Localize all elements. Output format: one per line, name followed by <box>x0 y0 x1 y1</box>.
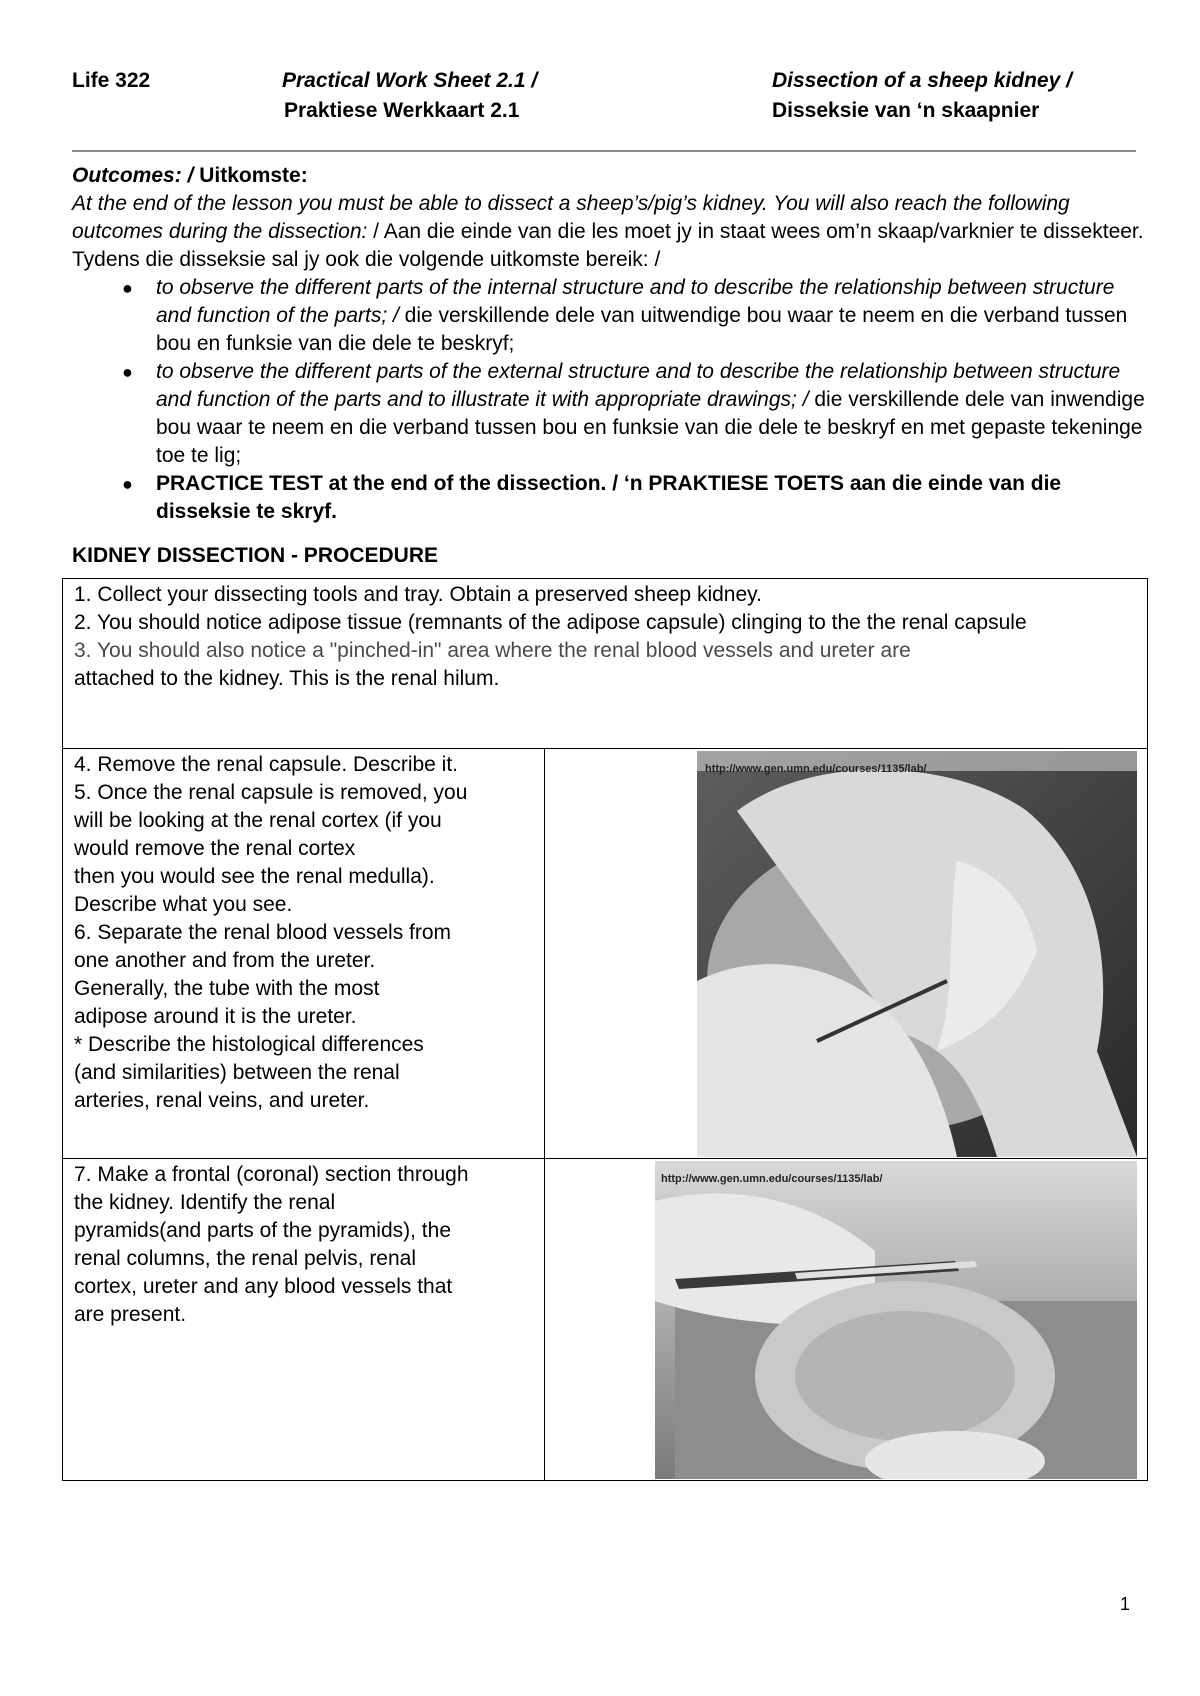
text-line: 4. Remove the renal capsule. Describe it. <box>74 753 459 776</box>
procedure-row-3 <box>63 1159 1148 1481</box>
procedure-row-1 <box>63 579 1148 749</box>
bullet-icon: ● <box>122 474 133 494</box>
photo-source-url: http://www.gen.umn.edu/courses/1135/lab/ <box>661 1173 883 1185</box>
outcome-bullet-2: ● to observe the different parts of the external structure and to describe the relationship between structure and function of the parts and to illustrate it with appropriate drawings; / die verskillende dele van inwendige bou waar te neem en die verband tussen bou en funksie van die dele te beskryf en met gepaste tekeninge toe te lig; <box>122 360 1145 467</box>
course-code: Life 322 <box>72 69 151 92</box>
text-line: one another and from the ureter. <box>74 949 376 972</box>
text-line: then you would see the renal medulla). <box>74 865 435 888</box>
procedure-title: KIDNEY DISSECTION - PROCEDURE <box>72 544 438 567</box>
text-line: Generally, the tube with the most <box>74 977 380 1000</box>
page-number: 1 <box>1120 1594 1131 1614</box>
outcomes-heading: Outcomes: / Uitkomste: <box>72 164 308 187</box>
text-line: Describe what you see. <box>74 893 293 916</box>
text-line: will be looking at the renal cortex (if you <box>74 809 442 832</box>
photo-frontal-section <box>655 1161 1137 1479</box>
procedure-steps-1-3 <box>63 579 1148 749</box>
sheet-title-english: Practical Work Sheet 2.1 / <box>282 69 538 92</box>
text-line: cortex, ureter and any blood vessels that <box>74 1275 453 1298</box>
text-line: renal columns, the renal pelvis, renal <box>74 1247 417 1270</box>
step-2: 2. You should notice adipose tissue (remnants of the adipose capsule) clinging to the the renal capsule <box>74 611 1027 634</box>
text-line: (and similarities) between the renal <box>74 1061 400 1084</box>
bullet-icon: ● <box>122 278 133 298</box>
procedure-step-7 <box>63 1159 545 1481</box>
outcome-bullet-3: ● PRACTICE TEST at the end of the dissection. / ‘n PRAKTIESE TOETS aan die einde van die disseksie te skryf. <box>122 472 1062 523</box>
outcomes-section <box>72 162 1152 526</box>
step-3-line-1: 3. You should also notice a "pinched-in" area where the renal blood vessels and ureter are <box>74 639 911 662</box>
text-line: pyramids(and parts of the pyramids), the <box>74 1219 451 1242</box>
photo-cell-section <box>545 1159 1148 1481</box>
text-line: arteries, renal veins, and ureter. <box>74 1089 370 1112</box>
topic-afrikaans: Disseksie van ‘n skaapnier <box>772 99 1040 122</box>
photo-source-url: http://www.gen.umn.edu/courses/1135/lab/ <box>705 763 927 775</box>
text-line: the kidney. Identify the renal <box>74 1191 336 1214</box>
procedure-row-2 <box>63 749 1148 1159</box>
procedure-steps-4-6 <box>63 749 545 1159</box>
text-line: are present. <box>74 1303 187 1326</box>
header-divider <box>72 150 1136 152</box>
kidney-capsule-photo-image <box>697 751 1137 1157</box>
text-line: 5. Once the renal capsule is removed, you <box>74 781 468 804</box>
text-line: 7. Make a frontal (coronal) section through <box>74 1163 469 1186</box>
text-line: * Describe the histological differences <box>74 1033 424 1056</box>
topic-english: Dissection of a sheep kidney / <box>772 69 1072 92</box>
procedure-table <box>62 578 1148 1481</box>
outcomes-intro: At the end of the lesson you must be able to dissect a sheep’s/pig’s kidney. You will also reach the following outcomes during the dissection: / Aan die einde van die les moet jy in staat wees om’n skaap/varknier te dissekteer. Tydens die disseksie sal jy ook die volgende uitkomste bereik: / <box>72 192 1144 271</box>
photo-removing-renal-capsule <box>697 751 1137 1157</box>
kidney-section-photo-image <box>655 1161 1137 1479</box>
text-line: 6. Separate the renal blood vessels from <box>74 921 452 944</box>
step-1: 1. Collect your dissecting tools and tray. Obtain a preserved sheep kidney. <box>74 583 762 606</box>
text-line: would remove the renal cortex <box>74 837 356 860</box>
sheet-title-afrikaans: Praktiese Werkkaart 2.1 <box>284 99 520 122</box>
step-3-line-2: attached to the kidney. This is the renal hilum. <box>74 667 500 690</box>
photo-cell-capsule <box>545 749 1148 1159</box>
text-line: adipose around it is the ureter. <box>74 1005 357 1028</box>
outcome-bullet-1: ● to observe the different parts of the internal structure and to describe the relationship between structure and function of the parts; / die verskillende dele van uitwendige bou waar te neem en die verband tussen bou en funksie van die dele te beskryf; <box>122 276 1128 355</box>
bullet-icon: ● <box>122 362 133 382</box>
